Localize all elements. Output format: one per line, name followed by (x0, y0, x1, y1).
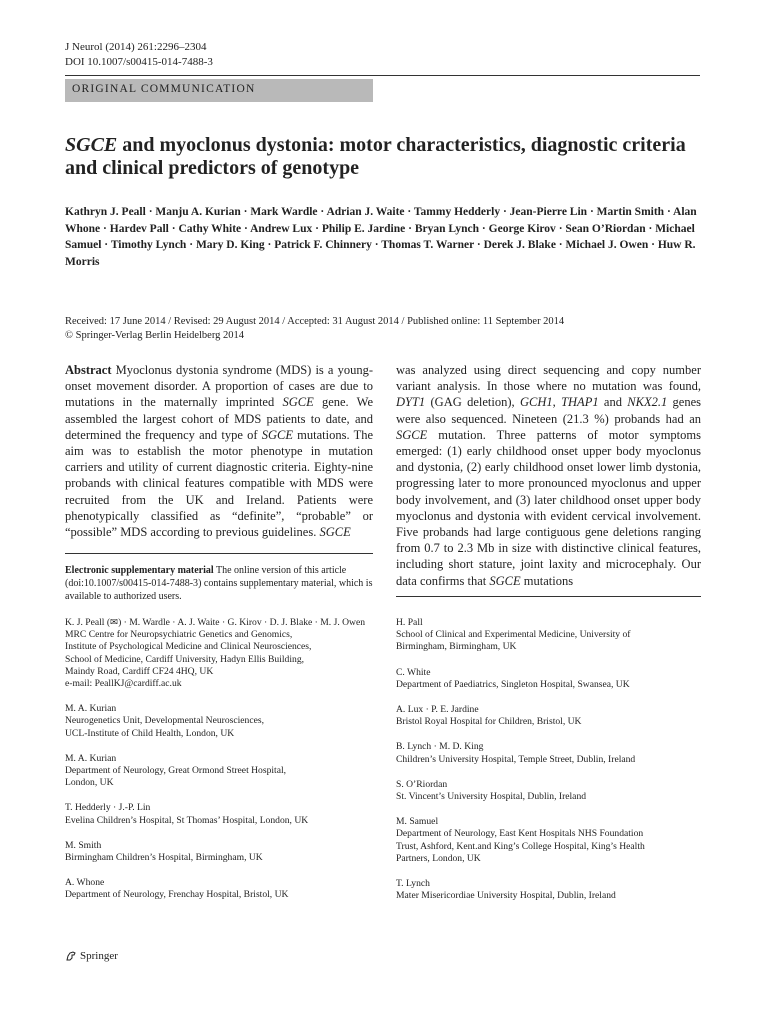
affiliation-line: School of Medicine, Cardiff University, Hadyn Ellis Building, (65, 653, 305, 665)
affiliation-line: Birmingham Children’s Hospital, Birmingham, UK (65, 852, 263, 864)
esm-doi-link[interactable]: 10.1007/s00415-014-7488-3 (83, 577, 199, 589)
affiliation-names: C. White (396, 666, 431, 678)
abstract-text: NKX2.1 (627, 395, 668, 410)
author-name[interactable]: Thomas T. Warner (381, 239, 475, 251)
affiliation-names: M. Smith (65, 839, 102, 851)
esm-text-2: ) contains supplementary material, which is available to authorized users. (65, 577, 373, 602)
affiliation-line: UCL-Institute of Child Health, London, UK (65, 727, 235, 739)
article-type-banner (65, 79, 373, 102)
affiliation-names: B. Lynch · M. D. King (396, 741, 484, 753)
author-name[interactable]: Tammy Hedderly (413, 206, 501, 218)
abstract-text: genes were also sequenced. Nineteen (21.3 %) probands had an (396, 395, 702, 426)
author-name[interactable]: Jean-Pierre Lin (509, 206, 588, 218)
author-name[interactable]: Alan Whone (65, 206, 697, 235)
affiliation-block (65, 877, 375, 901)
publication-dates (65, 315, 705, 343)
affiliation-block (65, 703, 375, 740)
header-rule (65, 75, 700, 76)
author-name[interactable]: Timothy Lynch (110, 239, 187, 251)
springer-horse-icon (65, 950, 77, 962)
publisher-name: Springer (80, 950, 118, 962)
affiliation-line: Department of Neurology, Frenchay Hospital, Bristol, UK (65, 889, 289, 901)
abstract-text: and (598, 395, 628, 410)
abstract-text: (GAG deletion), (425, 395, 520, 410)
author-name[interactable]: Manju A. Kurian (155, 206, 241, 218)
publisher-footer (65, 950, 118, 962)
affiliation-rule (396, 596, 701, 597)
affiliation-block (396, 816, 706, 865)
title-gene: SGCE (65, 134, 118, 156)
esm-text-1: The online version of this article (doi: (65, 565, 347, 589)
author-name[interactable]: George Kirov (488, 222, 556, 235)
affiliation-line: Trust, Ashford, Kent.and King’s College Hospital, King’s Health (396, 840, 645, 852)
abstract-text: GCH1 (519, 395, 553, 410)
affiliations-left (65, 617, 375, 915)
supplementary-material-note (65, 565, 373, 603)
affiliation-block (396, 704, 706, 728)
affiliation-names: T. Hedderly · J.-P. Lin (65, 802, 151, 814)
affiliation-block (65, 617, 375, 690)
abstract-text: mutations. The aim was to establish the motor phenotype in mutation carriers and utility of current diagnostic criteria. Eighty-nine probands with clinical features compatible with MDS were recruited from the UK and Ireland. Patients were phenotypically classified as “definite”, “probable” or “possible” MDS according to previous guidelines. (65, 427, 374, 540)
affiliation-block (396, 667, 706, 691)
abstract-text: mutation. Three patterns of motor symptoms emerged: (1) early childhood onset upper body myoclonus and dystonia, (2) early childhood onset lower limb dystonia, progressing later to more pronounced myoclonus and upper body involvement, and (3) later childhood onset upper body myoclonus and dystonia with evident cervical involvement. Five probands had large contiguous gene deletions ranging from 0.7 to 2.3 Mb in size with distinctive clinical features, including short stature, joint laxity and microcephaly. Our data confirms that (396, 427, 701, 588)
affiliation-line: Maindy Road, Cardiff CF24 4HQ, UK (65, 665, 214, 677)
title-rest: and myoclonus dystonia: motor characteristics, diagnostic criteria and clinical predictors of genotype (65, 134, 686, 179)
abstract-column-left (65, 362, 373, 540)
abstract-text: THAP1 (561, 395, 599, 410)
abstract-text: SGCE (261, 427, 293, 442)
affiliation-names: A. Whone (65, 877, 105, 889)
affiliation-names: T. Lynch (396, 878, 430, 890)
affiliation-line: Department of Paediatrics, Singleton Hospital, Swansea, UK (396, 678, 630, 690)
author-name[interactable]: Philip E. Jardine (321, 222, 406, 235)
history-dates: Received: 17 June 2014 / Revised: 29 August 2014 / Accepted: 31 August 2014 / Published online: 11 September 2014 (65, 316, 565, 327)
abstract-text: mutations (520, 573, 574, 588)
affiliation-line: Children’s University Hospital, Temple Street, Dublin, Ireland (396, 753, 636, 765)
author-list: Kathryn J. Peall · Manju A. Kurian · Mark Wardle · Adrian J. Waite · Tammy Hedderly · Jean-Pierre Lin · Martin Smith · Alan Whone · Hardev Pall · Cathy White · Andrew Lux · Philip E. Jardine · Bryan Lynch · George Kirov · Sean O’Riordan · Michael Samuel · Timothy Lynch · Mary D. King · Patrick F. Chinnery · Thomas T. Warner · Derek J. Blake · Michael J. Owen · Huw R. Morris (65, 206, 697, 268)
article-type-label: ORIGINAL COMMUNICATION (72, 83, 256, 95)
affiliation-line: Mater Misericordiae University Hospital, Dublin, Ireland (396, 890, 616, 902)
author-name[interactable]: Martin Smith (596, 206, 665, 218)
affiliation-line: London, UK (65, 777, 114, 789)
abstract-text: Myoclonus dystonia syndrome (MDS) is a young-onset movement disorder. A proportion of cases are due to mutations in the maternally imprinted (65, 363, 373, 410)
author-name[interactable]: Bryan Lynch (414, 222, 480, 235)
author-name[interactable]: Mark Wardle (250, 206, 318, 218)
abstract-label: Abstract (65, 363, 112, 377)
author-name[interactable]: Andrew Lux (250, 222, 313, 235)
affiliation-line: St. Vincent’s University Hospital, Dublin, Ireland (396, 791, 587, 803)
affiliation-block (396, 741, 706, 765)
abstract-text: SGCE (282, 395, 314, 410)
affiliation-line: Birmingham, Birmingham, UK (396, 641, 517, 653)
affiliation-line: Department of Neurology, East Kent Hospitals NHS Foundation (396, 828, 644, 840)
author-name[interactable]: Derek J. Blake (483, 239, 556, 251)
esm-label: Electronic supplementary material (65, 565, 214, 576)
abstract-text: SGCE (319, 525, 351, 540)
abstract-text: gene. We assembled the largest cohort of MDS patients to date, and determined the frequency and type of (65, 395, 374, 442)
affiliation-block (396, 779, 706, 803)
author-name[interactable]: Mary D. King (195, 239, 265, 251)
affiliation-line: MRC Centre for Neuropsychiatric Genetics and Genomics, (65, 629, 293, 641)
author-name[interactable]: Michael Samuel (65, 222, 695, 251)
affiliation-block (65, 802, 375, 826)
citation (65, 40, 213, 70)
esm-rule (65, 553, 373, 554)
affiliation-block (65, 840, 375, 864)
author-name[interactable]: Sean O’Riordan (565, 222, 646, 235)
abstract-text: DYT1 (396, 395, 426, 410)
doi-line[interactable]: DOI 10.1007/s00415-014-7488-3 (65, 56, 213, 68)
author-name[interactable]: Patrick F. Chinnery (274, 239, 372, 251)
abstract-text: SGCE (489, 573, 521, 588)
author-name[interactable]: Adrian J. Waite (326, 206, 405, 218)
affiliation-names: S. O’Riordan (396, 778, 448, 790)
affiliation-line: Evelina Children’s Hospital, St Thomas’ Hospital, London, UK (65, 814, 309, 826)
abstract-text: was analyzed using direct sequencing and copy number variant analysis. In those where no mutation was found, (396, 363, 701, 394)
abstract-text: SGCE (396, 427, 428, 442)
affiliation-block (396, 617, 706, 654)
affiliation-names: M. Samuel (396, 816, 439, 828)
affiliation-names: K. J. Peall (✉) · M. Wardle · A. J. Waite · G. Kirov · D. J. Blake · M. J. Owen (65, 617, 366, 628)
article-title (65, 134, 705, 180)
affiliation-line: Department of Neurology, Great Ormond Street Hospital, (65, 765, 287, 777)
affiliation-line: Institute of Psychological Medicine and Clinical Neurosciences, (65, 641, 312, 653)
journal-line: J Neurol (2014) 261:2296–2304 (65, 41, 207, 53)
abstract-column-right (396, 362, 701, 589)
author-name[interactable]: Kathryn J. Peall (65, 206, 146, 218)
affiliation-names: M. A. Kurian (65, 752, 117, 764)
affiliation-line: Bristol Royal Hospital for Children, Bristol, UK (396, 716, 582, 728)
author-name[interactable]: Michael J. Owen (565, 239, 649, 251)
affiliation-line: Neurogenetics Unit, Developmental Neurosciences, (65, 715, 265, 727)
affiliations-right (396, 617, 706, 915)
affiliation-block (65, 753, 375, 790)
affiliation-block (396, 878, 706, 902)
affiliation-line[interactable]: e-mail: PeallKJ@cardiff.ac.uk (65, 678, 182, 690)
affiliation-names: M. A. Kurian (65, 703, 117, 715)
affiliation-names: H. Pall (396, 617, 423, 628)
author-name[interactable]: Hardev Pall (109, 222, 169, 235)
author-name[interactable]: Cathy White (178, 222, 242, 235)
affiliation-line: School of Clinical and Experimental Medicine, University of (396, 629, 631, 641)
author-name[interactable]: Huw R. Morris (65, 239, 696, 268)
affiliation-line: Partners, London, UK (396, 852, 481, 864)
abstract-text: , (552, 395, 562, 410)
copyright-line: © Springer-Verlag Berlin Heidelberg 2014 (65, 330, 245, 341)
affiliation-names: A. Lux · P. E. Jardine (396, 704, 479, 716)
